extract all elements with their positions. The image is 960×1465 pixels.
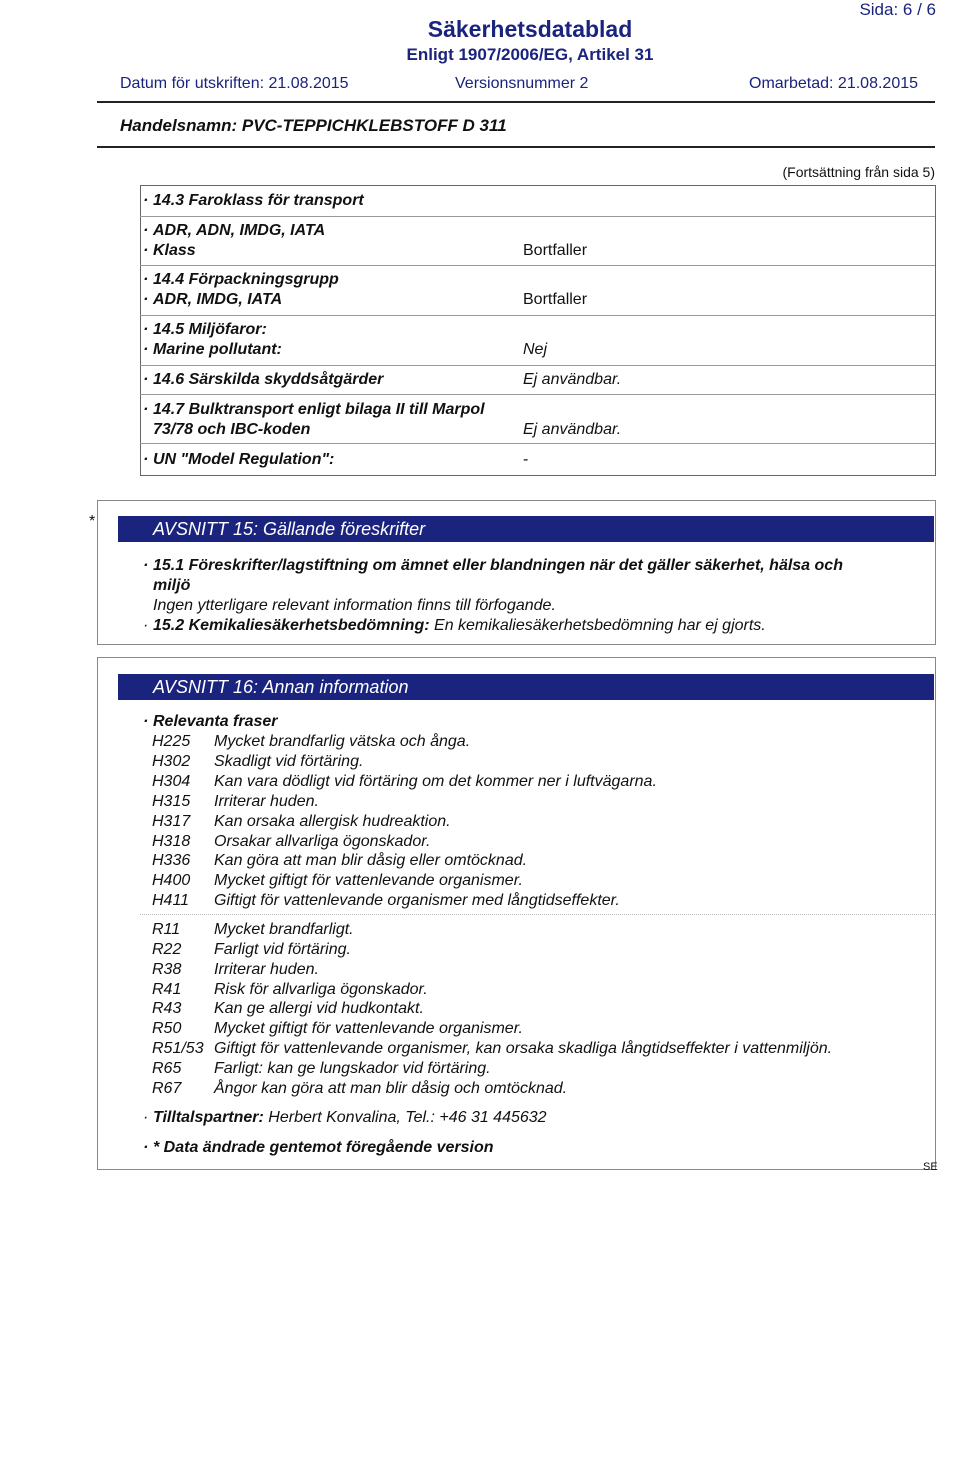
section14-row: 73/78 och IBC-koden [153, 421, 311, 438]
print-date: Datum för utskriften: 21.08.2015 [120, 75, 349, 92]
phrase-separator [140, 914, 935, 915]
r-phrase: R41 Risk för allvarliga ögonskador. [152, 981, 428, 998]
h-phrase: H315 Irriterar huden. [152, 793, 319, 810]
header-rule [97, 101, 935, 103]
section14-value: Ej användbar. [523, 421, 622, 438]
section14-value: Ej användbar. [523, 371, 622, 388]
section16-heading: AVSNITT 16: Annan information [118, 674, 934, 700]
r-phrase: R11 Mycket brandfarligt. [152, 921, 354, 938]
section15-item1-title-cont: miljö [153, 577, 191, 594]
section15-heading: AVSNITT 15: Gällande föreskrifter [118, 516, 934, 542]
h-phrase: H304 Kan vara dödligt vid förtäring om det kommer ner i luftvägarna. [152, 773, 657, 790]
section14-row: · 14.7 Bulktransport enligt bilaga II till Marpol [143, 401, 485, 418]
h-phrase: H302 Skadligt vid förtäring. [152, 753, 364, 770]
section14-row: · ADR, ADN, IMDG, IATA [143, 222, 326, 239]
section14-row: · Marine pollutant: [143, 341, 282, 358]
document-subtitle: Enligt 1907/2006/EG, Artikel 31 [406, 45, 654, 64]
h-phrase: H336 Kan göra att man blir dåsig eller omtöcknad. [152, 852, 528, 869]
phrases-title: · Relevanta fraser [143, 713, 278, 730]
revised-date: Omarbetad: 21.08.2015 [749, 75, 919, 92]
version-number: Versionsnummer 2 [455, 75, 589, 92]
section14-value: Bortfaller [523, 242, 588, 259]
section14-divider [140, 443, 935, 444]
h-phrase: H411 Giftigt för vattenlevande organismer med långtidseffekter. [152, 892, 620, 909]
h-phrase: H225 Mycket brandfarlig vätska och ånga. [152, 733, 471, 750]
section14-row: · 14.6 Särskilda skyddsåtgärder [143, 371, 384, 388]
section14-divider [140, 315, 935, 316]
continued-note: (Fortsättning från sida 5) [782, 164, 935, 180]
section15-item1-text: Ingen ytterligare relevant information finns till förfogande. [153, 597, 556, 614]
h-phrase: H317 Kan orsaka allergisk hudreaktion. [152, 813, 451, 830]
section14-divider [140, 216, 935, 217]
r-phrase: R50 Mycket giftigt för vattenlevande organismer. [152, 1020, 523, 1037]
r-phrase: R65 Farligt: kan ge lungskador vid förtäring. [152, 1060, 491, 1077]
section14-divider [140, 365, 935, 366]
trade-name-rule [97, 146, 935, 148]
trade-name: Handelsnamn: PVC-TEPPICHKLEBSTOFF D 311 [120, 116, 507, 135]
r-phrase: R51/53 Giftigt för vattenlevande organismer, kan orsaka skadliga långtidseffekter i vattenmiljön. [152, 1040, 833, 1057]
country-code: SE [923, 1161, 938, 1173]
section15-item1-title: · 15.1 Föreskrifter/lagstiftning om ämnet eller blandningen när det gäller säkerhet, hälsa och [143, 557, 843, 574]
page-number: Sida: 6 / 6 [859, 0, 936, 19]
section14-row: · 14.4 Förpackningsgrupp [143, 271, 339, 288]
document-title: Säkerhetsdatablad [427, 16, 633, 42]
section14-row: · ADR, IMDG, IATA [143, 291, 283, 308]
section14-value: Bortfaller [523, 291, 588, 308]
section14-row: · UN "Model Regulation": [143, 451, 335, 468]
contact-person: · Tilltalspartner: Herbert Konvalina, Tel.: +46 31 445632 [143, 1109, 547, 1126]
h-phrase: H400 Mycket giftigt för vattenlevande organismer. [152, 872, 523, 889]
r-phrase: R67 Ångor kan göra att man blir dåsig och omtöcknad. [152, 1080, 568, 1097]
section14-row: · Klass [143, 242, 196, 259]
section14-divider [140, 265, 935, 266]
section14-divider [140, 394, 935, 395]
changed-marker: * [89, 513, 96, 530]
r-phrase: R22 Farligt vid förtäring. [152, 941, 351, 958]
section14-row: · 14.3 Faroklass för transport [143, 192, 364, 209]
section14-value: Nej [523, 341, 548, 358]
changed-data-note: · * Data ändrade gentemot föregående version [143, 1139, 494, 1156]
section14-value: - [523, 451, 529, 468]
section15-item2: · 15.2 Kemikaliesäkerhetsbedömning: En kemikaliesäkerhetsbedömning har ej gjorts. [143, 617, 766, 634]
r-phrase: R38 Irriterar huden. [152, 961, 319, 978]
h-phrase: H318 Orsakar allvarliga ögonskador. [152, 833, 431, 850]
section14-row: · 14.5 Miljöfaror: [143, 321, 267, 338]
r-phrase: R43 Kan ge allergi vid hudkontakt. [152, 1000, 424, 1017]
